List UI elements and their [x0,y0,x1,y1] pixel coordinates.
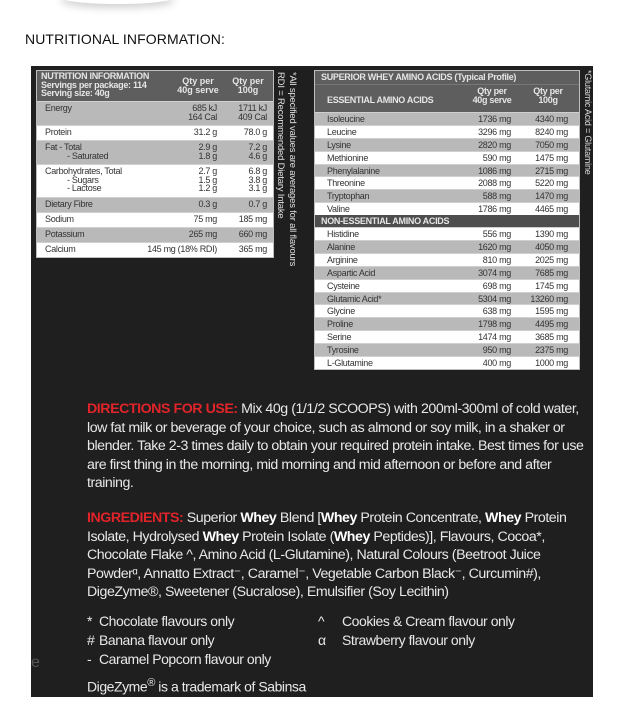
qty-per-serve: 698 mg [482,280,511,291]
nutrition-row [37,227,273,242]
amino-acid-name: Leucine [327,126,357,137]
amino-acid-name: Glutamic Acid* [327,293,382,304]
directions-section [87,400,593,493]
ingredient-emphasis: Whey [320,510,357,526]
amino-acid-name: Histidine [327,229,359,240]
nutrient-label-line: Sodium [45,213,74,224]
nutrition-row [37,242,273,257]
footnote-symbol: * [87,613,92,629]
qty-per-serve-line: 2.9 g [198,142,217,152]
amino-acid-name: Isoleucine [327,114,365,124]
nutrient-label-line: Protein [45,127,72,137]
qty-per-serve [198,143,217,160]
nutrition-table [36,70,274,258]
qty-per-100g-line: 0.7 g [248,198,267,209]
col-header-line: Qty per [533,86,563,96]
col-header-line: Qty per [182,76,214,86]
amino-acid-row [315,227,579,240]
non-essential-header: NON-ESSENTIAL AMINO ACIDS [315,215,579,227]
qty-per-serve: 1620 mg [478,242,511,253]
rdi-note-line: RDI = Recommended Dietary Intake [275,72,286,219]
amino-acid-name: Aspartic Acid [327,267,376,278]
ingredient-text: Superior [183,510,241,526]
amino-acid-name: Proline [327,319,353,330]
qty-per-serve: 1086 mg [478,165,511,176]
nutrient-label-line: Potassium [45,228,85,239]
nutrient-label [45,128,71,137]
amino-acid-name: Arginine [327,254,358,265]
top-shadow-decoration [60,0,175,4]
qty-per-100g-line: 365 mg [238,243,267,254]
qty-per-100g [244,128,267,137]
qty-per-serve-line: 164 Cal [188,111,217,122]
amino-acid-row [315,151,579,164]
amino-acid-name: L-Glutamine [327,358,373,369]
col-header-line: 100g [237,85,259,95]
qty-per-serve-line: 145 mg (18% RDI) [147,243,217,254]
qty-per-100g: 7050 mg [535,139,568,150]
qty-per-serve-line: 0.3 g [198,198,217,209]
qty-per-serve: 3296 mg [478,126,511,137]
nutrient-label-line: Dietary Fibre [45,198,93,209]
trademark-brand: DigeZyme [87,678,148,695]
qty-per-100g [248,200,267,209]
qty-per-100g-line: 7.2 g [248,142,267,152]
ingredient-text: Protein Concentrate, [356,510,486,526]
amino-acid-name: Phenylalanine [327,165,380,176]
nutrition-title-line: NUTRITION INFORMATION [41,71,150,81]
qty-per-serve [188,104,217,121]
amino-acid-name: Alanine [327,242,355,253]
qty-per-100g: 1595 mg [535,306,568,317]
qty-per-100g [248,167,267,193]
qty-per-serve-line: 1.8 g [198,150,217,161]
qty-per-serve: 588 mg [482,191,511,202]
footnote-text: Strawberry flavour only [342,632,475,648]
qty-per-100g: 4495 mg [535,319,568,330]
amino-acid-row [315,317,579,330]
qty-per-serve: 590 mg [482,152,511,163]
amino-acid-row [315,330,579,343]
amino-acid-row [315,240,579,253]
qty-per-100g: 1745 mg [535,280,568,291]
col-header-line: 100g [538,95,558,105]
serving-size: Serving size: 40g [41,88,110,98]
qty-per-100g: 8240 mg [535,126,568,137]
qty-per-100g-line: 3.1 g [248,183,267,193]
nutrient-label-line: Carbohydrates, Total [45,166,122,176]
trademark-notice [87,677,306,695]
ingredient-text: Peptides)], Flavours, Cocoa*, Chocolate Flake ^, Amino Acid (L-Glutamine), Natural Colours (Beetroot Juice Powderᵅ, Annatto Extract⁻, Caramel⁻, Vegetable Carbon Black⁻, Curcumin#), DigeZyme®, Sweetener (Sucralose), Emulsifier (Soy Lecithin) [87,528,545,601]
qty-per-serve: 950 mg [482,345,511,356]
nutrient-label [45,143,108,160]
glutamine-note-text: *Glutamic Acid = Glutamine [583,70,593,175]
qty-per-100g: 1475 mg [535,152,568,163]
col-header-line: 40g serve [177,85,219,95]
qty-per-serve [198,200,217,209]
qty-per-serve: 5304 mg [478,293,511,304]
ingredients-section [87,509,593,602]
nutrient-label-line: - Lactose [67,183,102,193]
footnote-text: Chocolate flavours only [99,613,235,629]
nutrient-label [45,230,84,239]
ingredient-text: Blend [ [276,510,321,526]
qty-per-serve [198,167,217,193]
qty-per-100g [248,143,267,160]
col-header-100g [523,87,573,105]
nutrition-row [37,197,273,212]
amino-acid-row [315,202,579,215]
amino-acid-row [315,292,579,305]
amino-acid-name: Glycine [327,306,355,317]
amino-acid-row [315,112,579,125]
trademark-text: is a trademark of Sabinsa [154,678,306,695]
nutrition-title [41,72,149,98]
footnote-symbol: # [87,632,95,648]
nutrition-row [37,140,273,164]
servings-per-package: Servings per package: 114 [41,79,147,90]
footnote-text: Banana flavour only [99,632,215,648]
qty-per-serve: 3074 mg [478,267,511,278]
footnote-caramel-popcorn [87,650,271,669]
nutrient-label [45,167,122,193]
nutrient-label [45,200,93,209]
amino-acid-row [315,189,579,202]
qty-per-100g: 5220 mg [535,178,568,189]
ingredient-emphasis: Whey [202,528,239,545]
ingredients-label: INGREDIENTS: [87,510,184,526]
nutrient-label [45,104,72,113]
ingredient-emphasis: Whey [333,528,370,545]
averages-note [276,72,306,287]
qty-per-100g: 2715 mg [535,165,568,176]
amino-acid-name: Cysteine [327,280,360,291]
qty-per-100g: 4340 mg [535,114,568,124]
stray-text-fragment: e [31,654,40,671]
qty-per-serve [189,230,217,239]
ingredient-text: Protein Isolate, Hydrolysed [87,510,567,545]
qty-per-serve-line: 265 mg [188,228,217,239]
amino-acid-row [315,343,579,356]
qty-per-serve [194,128,217,137]
directions-label: DIRECTIONS FOR USE: [87,401,238,417]
ingredient-emphasis: Whey [240,510,277,526]
footnote-banana [87,631,214,650]
nutrient-label-line: Fat - Total [45,142,82,152]
amino-acid-row [315,125,579,138]
ingredient-text: Protein Isolate ( [238,528,334,545]
amino-acid-name: Tryptophan [327,191,370,202]
non-essential-rows [315,227,579,369]
qty-per-serve: 1736 mg [478,114,511,124]
footnote-text: Cookies & Cream flavour only [342,613,515,629]
qty-per-serve-line: 685 kJ [192,103,217,113]
qty-per-100g [239,230,267,239]
qty-per-serve: 2088 mg [478,178,511,189]
nutrition-row [37,125,273,140]
amino-table-title: SUPERIOR WHEY AMINO ACIDS (Typical Profile) [315,71,579,85]
amino-acid-row [315,356,579,369]
amino-acid-name: Tyrosine [327,345,359,356]
col-header-serve [173,77,223,95]
registered-mark: ® [147,677,155,689]
qty-per-serve [193,215,217,224]
col-header-100g [225,77,271,95]
qty-per-serve-line: 31.2 g [193,127,217,137]
amino-acid-name: Serine [327,332,352,343]
nutrition-row [37,101,273,125]
footnote-chocolate [87,612,234,631]
qty-per-serve-line: 75 mg [193,213,217,224]
qty-per-serve: 810 mg [482,254,511,265]
qty-per-serve: 556 mg [482,229,511,240]
amino-acid-name: Threonine [327,178,365,189]
amino-acid-row [315,176,579,189]
amino-acid-row [315,164,579,177]
glutamine-note [580,70,594,200]
amino-acid-row [315,279,579,292]
qty-per-serve: 2820 mg [478,139,511,150]
qty-per-serve: 638 mg [482,306,511,317]
qty-per-serve-line: 2.7 g [198,166,217,176]
footnote-symbol: α [318,632,326,648]
amino-acid-name: Valine [327,204,350,215]
qty-per-100g-line: 3.8 g [248,174,267,185]
qty-per-100g [239,245,267,254]
nutrition-table-header [37,71,273,101]
qty-per-100g-line: 660 mg [238,228,267,239]
qty-per-100g-line: 6.8 g [248,166,267,176]
amino-acid-table [314,70,580,370]
col-header-serve [465,87,519,105]
nutrient-label-line: Calcium [45,243,76,254]
essential-header: ESSENTIAL AMINO ACIDS [327,95,434,105]
qty-per-100g: 7685 mg [535,267,568,278]
nutrition-row [37,212,273,227]
nutrient-label [45,245,75,254]
footnote-text: Caramel Popcorn flavour only [99,651,271,667]
essential-rows [315,112,579,215]
directions-text: Mix 40g (1/1/2 SCOOPS) with 200ml-300ml of cold water, low fat milk or beverage of your choice, such as almond or soy milk, in a shaker or blender. Take 2-3 times daily to obtain your required protein intake. Best times for use are first thing in the morning, mid morning and mid afternoon or before and after training. [87,401,584,492]
qty-per-serve: 400 mg [482,358,511,369]
qty-per-100g-line: 4.6 g [248,150,267,161]
col-header-line: Qty per [232,76,264,86]
amino-acid-name: Lysine [327,139,351,150]
qty-per-serve: 1798 mg [478,319,511,330]
qty-per-100g [238,104,267,121]
nutrient-label-line: - Sugars [67,174,99,185]
qty-per-100g: 3685 mg [535,332,568,343]
qty-per-100g-line: 185 mg [238,213,267,224]
qty-per-100g-line: 1711 kJ [238,103,267,113]
qty-per-serve [147,245,217,254]
amino-acid-name: Methionine [327,152,369,163]
page-heading: NUTRITIONAL INFORMATION: [25,31,225,47]
qty-per-100g: 4465 mg [535,204,568,215]
averages-note-line: *All specified values are averages for all flavours [287,72,298,267]
qty-per-100g-line: 78.0 g [243,127,267,137]
col-header-line: 40g serve [472,95,512,105]
qty-per-100g: 2025 mg [535,254,568,265]
qty-per-serve: 1474 mg [478,332,511,343]
amino-acid-row [315,253,579,266]
qty-per-100g: 1000 mg [535,358,568,369]
amino-acid-row [315,266,579,279]
nutrient-label-line: - Saturated [67,150,109,161]
nutrient-label [45,215,74,224]
qty-per-100g: 4050 mg [535,242,568,253]
qty-per-100g: 2375 mg [535,345,568,356]
qty-per-100g: 13260 mg [530,293,568,304]
qty-per-serve-line: 1.5 g [198,174,217,185]
amino-acid-row [315,138,579,151]
col-header-line: Qty per [477,86,507,96]
footnote-strawberry [318,631,475,650]
footnote-symbol: - [87,651,92,667]
nutrition-table-body [37,101,273,257]
amino-acid-row [315,304,579,317]
nutrition-row [37,164,273,197]
qty-per-100g-line: 409 Cal [238,111,267,122]
ingredient-emphasis: Whey [485,510,522,526]
footnote-symbol: ^ [318,613,325,629]
qty-per-100g: 1390 mg [535,229,568,240]
qty-per-serve-line: 1.2 g [198,183,217,193]
qty-per-serve: 1786 mg [478,204,511,215]
qty-per-100g [239,215,267,224]
qty-per-100g: 1470 mg [535,191,568,202]
essential-header-row [315,85,579,112]
nutrient-label-line: Energy [45,103,72,113]
footnote-cookies-cream [318,612,515,631]
